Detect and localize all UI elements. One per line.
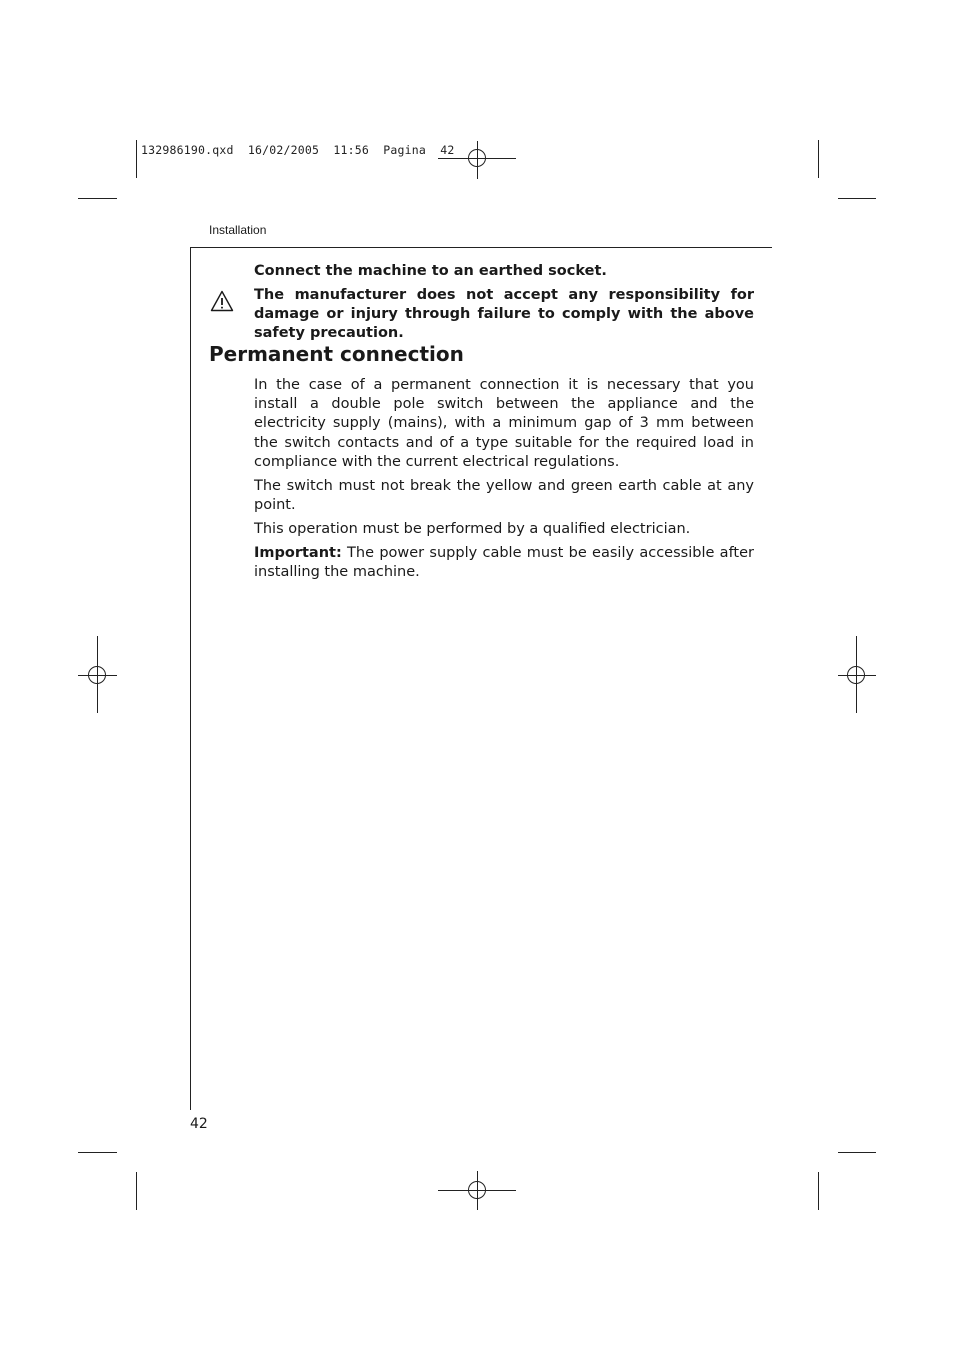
crop-mark <box>136 1172 137 1210</box>
crop-mark <box>818 140 819 178</box>
margin-rule <box>190 247 191 1110</box>
warning-responsibility: The manufacturer does not accept any responsibility for damage or injury through failure to comply with the above safety precaution. <box>254 287 754 341</box>
crop-mark <box>838 198 876 199</box>
crop-mark <box>78 198 117 199</box>
paragraph-switch-requirement: In the case of a permanent connection it is necessary that you install a double pole switch between the appliance and the electricity supply (mains), with a minimum gap of 3 mm between the switch contacts and of a type suitable for the required load in compliance with the current electrical regulations. <box>254 377 754 470</box>
registration-circle <box>468 1181 486 1199</box>
header-rule <box>190 247 772 248</box>
slug-time: 11:56 <box>333 143 369 157</box>
warning-earthed-socket: Connect the machine to an earthed socket. <box>254 263 607 279</box>
crop-mark <box>136 140 137 178</box>
paragraph-earth-cable: The switch must not break the yellow and green earth cable at any point. <box>254 478 754 514</box>
section-title: Permanent connection <box>209 342 464 366</box>
print-slug <box>141 143 454 157</box>
paragraph-important <box>254 544 754 582</box>
crop-mark <box>838 1152 876 1153</box>
crop-mark <box>78 1152 117 1153</box>
warning-triangle-icon <box>210 290 234 312</box>
important-label: Important: <box>254 545 342 561</box>
crop-mark <box>818 1172 819 1210</box>
registration-circle <box>847 666 865 684</box>
registration-circle <box>88 666 106 684</box>
section-label: Installation <box>209 223 267 237</box>
paragraph-qualified-electrician: This operation must be performed by a qualified electrician. <box>254 521 691 537</box>
slug-page-ref: 42 <box>440 143 455 157</box>
page-number: 42 <box>190 1116 208 1132</box>
slug-filename: 132986190.qxd <box>141 143 234 157</box>
slug-date: 16/02/2005 <box>247 143 320 157</box>
slug-page-word: Pagina <box>383 143 426 157</box>
important-text: The power supply cable must be easily accessible after installing the machine. <box>254 545 754 581</box>
registration-circle <box>468 149 486 167</box>
